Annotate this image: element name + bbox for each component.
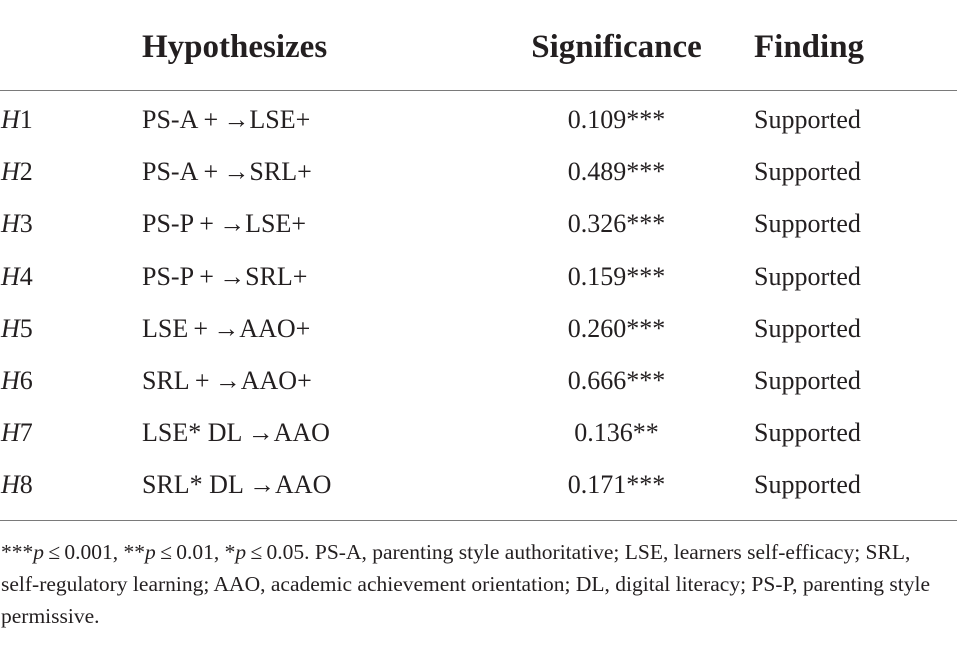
header-finding: Finding [754, 0, 957, 91]
row-id: H2 [1, 157, 33, 187]
row-hypothesis: LSE* DL →AAO [142, 418, 330, 448]
row-id: H4 [1, 261, 33, 291]
table-row [0, 146, 957, 198]
row-id: H1 [1, 105, 33, 135]
row-finding: Supported [754, 366, 861, 396]
row-hypothesis: PS-A + →SRL+ [142, 157, 312, 187]
table-row [0, 251, 957, 303]
row-significance: 0.489*** [567, 157, 666, 187]
table-row [0, 303, 957, 355]
row-hypothesis: PS-P + →SRL+ [142, 261, 308, 291]
row-significance: 0.136** [574, 418, 659, 448]
row-significance: 0.171*** [567, 470, 666, 500]
row-id: H6 [1, 366, 33, 396]
row-id: H5 [1, 313, 33, 343]
table-row [0, 459, 957, 511]
table-row [0, 91, 957, 147]
header-id [0, 0, 142, 91]
row-significance: 0.666*** [567, 366, 666, 396]
row-finding: Supported [754, 209, 861, 239]
row-finding: Supported [754, 313, 861, 343]
row-id: H8 [1, 470, 33, 500]
row-id: H7 [1, 418, 33, 448]
row-hypothesis: PS-P + →LSE+ [142, 209, 306, 239]
row-finding: Supported [754, 261, 861, 291]
row-significance: 0.326*** [567, 209, 666, 239]
row-hypothesis: PS-A + →LSE+ [142, 105, 311, 135]
row-finding: Supported [754, 105, 861, 135]
row-significance: 0.109*** [567, 105, 666, 135]
row-hypothesis: LSE + →AAO+ [142, 313, 311, 343]
row-finding: Supported [754, 418, 861, 448]
table-row [0, 407, 957, 459]
row-hypothesis: SRL* DL →AAO [142, 470, 332, 500]
table-header-row [0, 0, 957, 91]
row-finding: Supported [754, 157, 861, 187]
table-footnote: ***p ≤ 0.001, **p ≤ 0.01, *p ≤ 0.05. PS-A, parenting style authoritative; LSE, learners self-efficacy; SRL, self-regulatory learning; AAO, academic achievement orientation; DL, digital literacy; PS-P, parenting style permissive. [1, 540, 930, 628]
row-significance: 0.260*** [567, 313, 666, 343]
header-significance: Significance [499, 0, 754, 91]
row-hypothesis: SRL + →AAO+ [142, 366, 312, 396]
table-row [0, 355, 957, 407]
row-id: H3 [1, 209, 33, 239]
table-bottom-rule [0, 520, 957, 521]
table-row [0, 198, 957, 250]
row-finding: Supported [754, 470, 861, 500]
header-hypothesizes: Hypothesizes [142, 0, 499, 91]
row-significance: 0.159*** [567, 261, 666, 291]
